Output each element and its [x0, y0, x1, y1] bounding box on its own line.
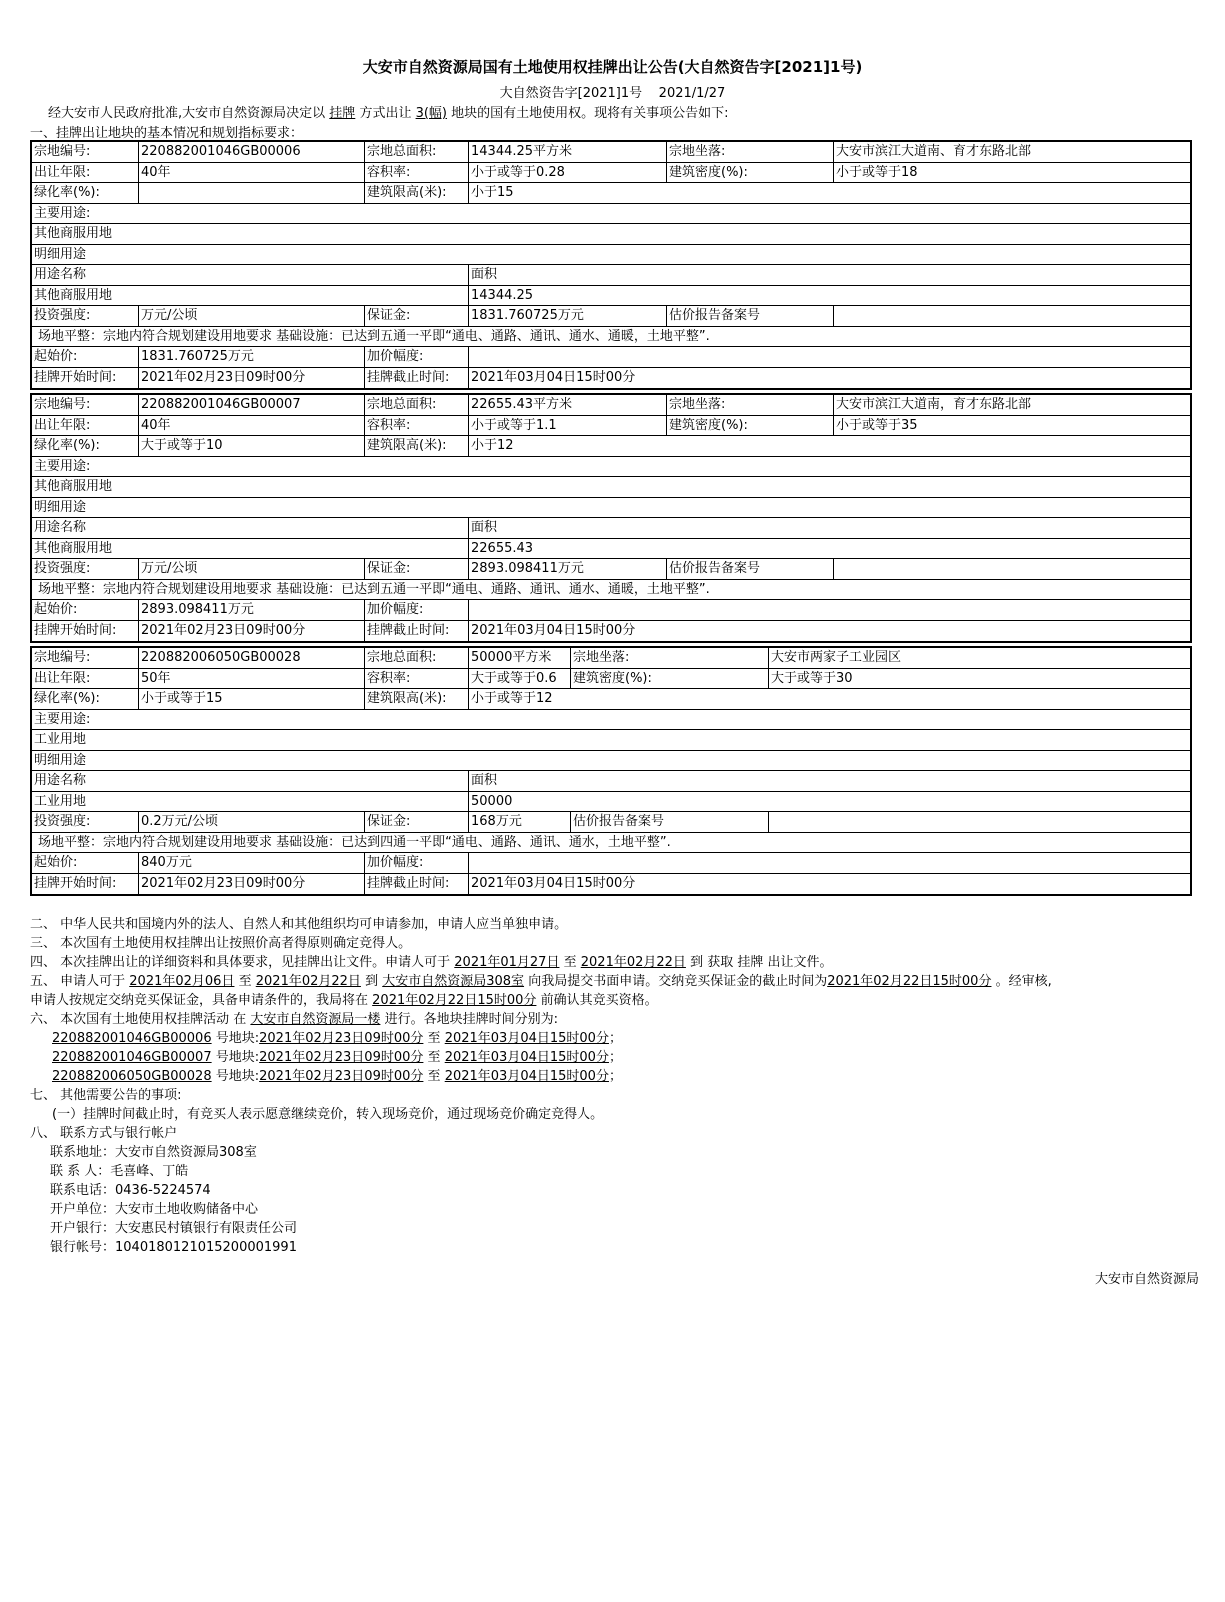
label-main-use: 主要用途: — [34, 711, 91, 727]
intro-post: 地块的国有土地使用权。现将有关事项公告如下: — [451, 106, 729, 121]
parcel-table-3 — [30, 646, 1192, 896]
s6-item — [30, 1048, 1200, 1067]
s5-date-end: 2021年02月22日 — [255, 974, 361, 989]
label-start-price: 起始价: — [34, 855, 78, 870]
s5-line2-post: 前确认其竞买资格。 — [540, 993, 658, 1008]
s6-item-code: 220882001046GB00007 — [52, 1050, 212, 1065]
value-height: 小于12 — [468, 436, 1190, 456]
s5-date-start: 2021年02月06日 — [129, 974, 235, 989]
value-height: 小于15 — [468, 183, 1190, 203]
label-main-use: 主要用途: — [34, 458, 91, 474]
label-area: 宗地总面积: — [364, 395, 468, 415]
parcel-row-time — [32, 368, 1190, 389]
s5-line2-pre: 申请人按规定交纳竞买保证金，具备申请条件的，我局将在 — [30, 993, 369, 1008]
parcel-row-code — [32, 648, 1190, 669]
account-bank: 开户银行：大安惠民村镇银行有限责任公司 — [50, 1221, 298, 1236]
signature: 大安市自然资源局 — [1094, 1272, 1199, 1287]
s6-item-to: 至 — [427, 1069, 441, 1084]
parcel-row-price — [32, 347, 1190, 368]
value-start-price: 2893.098411万元 — [138, 600, 364, 620]
label-green: 绿化率(%): — [34, 185, 100, 200]
value-area: 22655.43平方米 — [468, 395, 666, 415]
value-main-use: 其他商服用地 — [34, 226, 113, 241]
s6-item-end: 2021年03月04日15时00分 — [444, 1069, 609, 1084]
value-invest: 0.2万元/公顷 — [138, 812, 364, 832]
parcel-row-use-header — [32, 265, 1190, 286]
s4-post: 到 获取 挂牌 出让文件。 — [690, 955, 833, 970]
s6-item-code: 220882006050GB00028 — [52, 1069, 212, 1084]
value-height: 小于或等于12 — [468, 689, 1190, 709]
intro-mid: 方式出让 — [359, 106, 412, 121]
announcement-body — [30, 915, 1200, 1257]
value-site-condition: 场地平整：宗地内符合规划建设用地要求 基础设施：已达到四通一平即“通电、通路、通讯、通水，土地平整”. — [38, 834, 671, 850]
section-7: 七、 其他需要公告的事项: — [30, 1088, 182, 1103]
value-invest: 万元/公顷 — [138, 306, 364, 326]
label-far: 容积率: — [364, 669, 468, 689]
s5-to: 至 — [238, 974, 252, 989]
s5-deadline: 2021年02月22日15时00分 — [827, 974, 992, 989]
s6-item-end: 2021年03月04日15时00分 — [444, 1050, 609, 1065]
value-end-time: 2021年03月04日15时00分 — [468, 874, 1190, 895]
parcel-row-green — [32, 436, 1190, 457]
label-location: 宗地坐落: — [666, 395, 833, 415]
label-location: 宗地坐落: — [570, 648, 768, 668]
label-invest: 投资强度: — [34, 561, 91, 576]
parcel-row-code — [32, 142, 1190, 163]
parcel-table-1 — [30, 140, 1192, 390]
label-height: 建筑限高(米): — [364, 183, 468, 203]
parcel-row-price — [32, 853, 1190, 874]
parcel-row-code — [32, 395, 1190, 416]
label-location: 宗地坐落: — [666, 142, 833, 162]
label-start-price: 起始价: — [34, 349, 78, 364]
intro-count: 3(幅) — [415, 106, 448, 121]
parcel-row-invest — [32, 559, 1190, 580]
value-use-area: 50000 — [468, 792, 1190, 812]
value-use-name: 其他商服用地 — [34, 540, 113, 556]
parcel-row-detail-use — [32, 751, 1190, 772]
value-end-time: 2021年03月04日15时00分 — [468, 621, 1190, 642]
contact-person: 联 系 人：毛喜峰、丁皓 — [50, 1164, 189, 1179]
page-title: 大安市自然资源局国有土地使用权挂牌出让公告(大自然资告字[2021]1号) — [362, 58, 863, 76]
section-8: 八、 联系方式与银行帐户 — [30, 1126, 178, 1141]
value-invest: 万元/公顷 — [138, 559, 364, 579]
label-detail-use: 明细用途 — [34, 499, 87, 515]
parcel-row-detail-use — [32, 498, 1190, 519]
parcel-row-use-value — [32, 539, 1190, 560]
value-end-time: 2021年03月04日15时00分 — [468, 368, 1190, 389]
contact-address: 联系地址：大安市自然资源局308室 — [50, 1145, 257, 1160]
s5-place: 大安市自然资源局308室 — [382, 974, 525, 989]
s6-item-label: 号地块: — [215, 1031, 260, 1046]
value-far: 小于或等于1.1 — [468, 416, 666, 436]
label-area: 宗地总面积: — [364, 648, 468, 668]
intro-paragraph — [48, 102, 729, 121]
s6-item-start: 2021年02月23日09时00分 — [259, 1069, 424, 1084]
value-start-time: 2021年02月23日09时00分 — [138, 621, 364, 642]
label-use-area: 面积 — [468, 518, 1190, 538]
parcel-row-invest — [32, 306, 1190, 327]
value-start-time: 2021年02月23日09时00分 — [138, 874, 364, 895]
parcel-row-main-use-label — [32, 710, 1190, 731]
s4-date-end: 2021年02月22日 — [580, 955, 686, 970]
value-deposit: 1831.760725万元 — [468, 306, 666, 326]
label-deposit: 保证金: — [364, 812, 468, 832]
label-use-name: 用途名称 — [34, 520, 87, 535]
value-density: 小于或等于35 — [833, 416, 1190, 436]
value-density: 小于或等于18 — [833, 163, 1190, 183]
section-7-item-1: (一）挂牌时间截止时，有竞买人表示愿意继续竞价，转入现场竞价，通过现场竞价确定竞得人。 — [52, 1107, 604, 1122]
value-years: 50年 — [138, 669, 364, 689]
value-use-area: 14344.25 — [468, 286, 1190, 306]
s5-mid: 向我局提交书面申请。交纳竞买保证金的截止时间为 — [528, 974, 828, 989]
s6-pre: 六、 本次国有土地使用权挂牌活动 在 — [30, 1012, 247, 1027]
section-1-heading: 一、挂牌出让地块的基本情况和规划指标要求： — [30, 126, 304, 141]
value-code: 220882001046GB00007 — [138, 395, 364, 415]
parcel-row-use-value — [32, 286, 1190, 307]
value-years: 40年 — [138, 163, 364, 183]
s6-item-label: 号地块: — [215, 1050, 260, 1065]
label-main-use: 主要用途: — [34, 205, 91, 221]
intro-pre: 经大安市人民政府批准,大安市自然资源局决定以 — [48, 106, 326, 121]
label-code: 宗地编号: — [34, 397, 91, 412]
value-deposit: 2893.098411万元 — [468, 559, 666, 579]
label-end-time: 挂牌截止时间: — [364, 874, 468, 895]
parcel-row-years — [32, 416, 1190, 437]
parcel-row-years — [32, 669, 1190, 690]
s5-pre: 五、 申请人可于 — [30, 974, 126, 989]
s6-post: 进行。各地块挂牌时间分别为: — [384, 1012, 558, 1027]
value-site-condition: 场地平整：宗地内符合规划建设用地要求 基础设施：已达到五通一平即“通电、通路、通讯、通水、通暖，土地平整”. — [38, 328, 710, 344]
value-location: 大安市滨江大道南、育才东路北部 — [833, 142, 1190, 162]
section-3: 三、 本次国有土地使用权挂牌出让按照价高者得原则确定竞得人。 — [30, 936, 412, 951]
account-unit: 开户单位：大安市土地收购储备中心 — [50, 1202, 259, 1217]
value-code: 220882001046GB00006 — [138, 142, 364, 162]
value-density: 大于或等于30 — [768, 669, 1190, 689]
parcel-row-years — [32, 163, 1190, 184]
label-use-name: 用途名称 — [34, 773, 87, 788]
parcel-row-use-value — [32, 792, 1190, 813]
label-start-time: 挂牌开始时间: — [34, 622, 117, 638]
s6-item-end: 2021年03月04日15时00分 — [444, 1031, 609, 1046]
label-invest: 投资强度: — [34, 814, 91, 829]
label-code: 宗地编号: — [34, 144, 91, 159]
label-code: 宗地编号: — [34, 650, 91, 665]
value-use-name: 其他商服用地 — [34, 287, 113, 303]
parcel-row-main-use-label — [32, 204, 1190, 225]
s6-item-end-mark: ； — [608, 1050, 622, 1065]
s5-post: 。经审核, — [995, 974, 1052, 989]
s6-item — [30, 1029, 1200, 1048]
label-far: 容积率: — [364, 163, 468, 183]
label-deposit: 保证金: — [364, 559, 468, 579]
parcel-row-use-header — [32, 518, 1190, 539]
label-appraisal: 估价报告备案号 — [666, 306, 833, 326]
parcel-row-invest — [32, 812, 1190, 833]
section-4 — [30, 953, 1200, 972]
parcel-row-green — [32, 183, 1190, 204]
label-use-area: 面积 — [468, 265, 1190, 285]
label-green: 绿化率(%): — [34, 438, 100, 453]
label-height: 建筑限高(米): — [364, 436, 468, 456]
label-increment: 加价幅度: — [364, 347, 468, 367]
section-6 — [30, 1010, 1200, 1029]
label-far: 容积率: — [364, 416, 468, 436]
value-use-name: 工业用地 — [34, 793, 87, 809]
s6-item-start: 2021年02月23日09时00分 — [259, 1031, 424, 1046]
value-appraisal — [768, 812, 1190, 832]
value-location: 大安市两家子工业园区 — [768, 648, 1190, 668]
doc-number: 大自然资告字[2021]1号 — [499, 86, 643, 101]
value-appraisal — [833, 559, 1190, 579]
s6-item-end-mark: ； — [608, 1031, 622, 1046]
parcel-row-detail-use — [32, 245, 1190, 266]
value-increment — [468, 347, 1190, 367]
parcel-row-site — [32, 327, 1190, 348]
doc-subline — [0, 82, 1225, 101]
contact-phone: 联系电话：0436-5224574 — [50, 1183, 211, 1198]
label-years: 出让年限: — [34, 670, 91, 686]
value-deposit: 168万元 — [468, 812, 570, 832]
value-main-use: 其他商服用地 — [34, 479, 113, 494]
label-detail-use: 明细用途 — [34, 752, 87, 768]
parcel-row-main-use-label — [32, 457, 1190, 478]
label-density: 建筑密度(%): — [666, 416, 833, 436]
value-start-time: 2021年02月23日09时00分 — [138, 368, 364, 389]
parcel-row-time — [32, 621, 1190, 642]
label-use-area: 面积 — [468, 771, 1190, 791]
s6-place: 大安市自然资源局一楼 — [250, 1012, 381, 1027]
label-start-time: 挂牌开始时间: — [34, 875, 117, 891]
parcel-row-main-use — [32, 224, 1190, 245]
s6-item-label: 号地块: — [215, 1069, 260, 1084]
s5-at: 到 — [365, 974, 379, 989]
value-main-use: 工业用地 — [34, 732, 87, 747]
label-density: 建筑密度(%): — [666, 163, 833, 183]
value-start-price: 840万元 — [138, 853, 364, 873]
value-code: 220882006050GB00028 — [138, 648, 364, 668]
s4-pre: 四、 本次挂牌出让的详细资料和具体要求，见挂牌出让文件。申请人可于 — [30, 955, 451, 970]
label-green: 绿化率(%): — [34, 691, 100, 706]
value-start-price: 1831.760725万元 — [138, 347, 364, 367]
value-location: 大安市滨江大道南，育才东路北部 — [833, 395, 1190, 415]
label-years: 出让年限: — [34, 164, 91, 180]
label-appraisal: 估价报告备案号 — [570, 812, 768, 832]
value-appraisal — [833, 306, 1190, 326]
s4-date-start: 2021年01月27日 — [454, 955, 560, 970]
parcel-row-site — [32, 580, 1190, 601]
value-use-area: 22655.43 — [468, 539, 1190, 559]
parcel-row-green — [32, 689, 1190, 710]
value-green — [138, 183, 364, 203]
label-use-name: 用途名称 — [34, 267, 87, 282]
account-number: 银行帐号：104018012101520000​1991 — [50, 1240, 297, 1255]
label-detail-use: 明细用途 — [34, 246, 87, 262]
value-increment — [468, 600, 1190, 620]
intro-method: 挂牌 — [329, 106, 356, 121]
s6-item-start: 2021年02月23日09时00分 — [259, 1050, 424, 1065]
s6-item-end-mark: ； — [608, 1069, 622, 1084]
parcel-row-time — [32, 874, 1190, 895]
section-2: 二、 中华人民共和国境内外的法人、自然人和其他组织均可申请参加，申请人应当单独申请。 — [30, 917, 568, 932]
value-far: 小于或等于0.28 — [468, 163, 666, 183]
label-increment: 加价幅度: — [364, 600, 468, 620]
parcel-table-2 — [30, 393, 1192, 643]
s6-item-to: 至 — [427, 1050, 441, 1065]
s5-line2-time: 2021年02月22日15时00分 — [372, 993, 537, 1008]
label-end-time: 挂牌截止时间: — [364, 621, 468, 642]
label-start-price: 起始价: — [34, 602, 78, 617]
label-end-time: 挂牌截止时间: — [364, 368, 468, 389]
value-years: 40年 — [138, 416, 364, 436]
value-far: 大于或等于0.6 — [468, 669, 570, 689]
label-density: 建筑密度(%): — [570, 669, 768, 689]
label-appraisal: 估价报告备案号 — [666, 559, 833, 579]
s6-item — [30, 1067, 1200, 1086]
value-green: 小于或等于15 — [138, 689, 364, 709]
value-area: 14344.25平方米 — [468, 142, 666, 162]
s6-item-to: 至 — [427, 1031, 441, 1046]
value-green: 大于或等于10 — [138, 436, 364, 456]
parcel-row-site — [32, 833, 1190, 854]
label-years: 出让年限: — [34, 417, 91, 433]
s6-item-code: 220882001046GB00006 — [52, 1031, 212, 1046]
label-height: 建筑限高(米): — [364, 689, 468, 709]
parcel-row-use-header — [32, 771, 1190, 792]
value-increment — [468, 853, 1190, 873]
s4-to: 至 — [563, 955, 577, 970]
label-start-time: 挂牌开始时间: — [34, 369, 117, 385]
parcel-row-main-use — [32, 477, 1190, 498]
value-site-condition: 场地平整：宗地内符合规划建设用地要求 基础设施：已达到五通一平即“通电、通路、通讯、通水、通暖，土地平整”. — [38, 581, 710, 597]
parcel-row-price — [32, 600, 1190, 621]
label-increment: 加价幅度: — [364, 853, 468, 873]
section-5-line-2 — [30, 991, 1200, 1010]
value-area: 50000平方米 — [468, 648, 570, 668]
section-5 — [30, 972, 1200, 991]
doc-date: 2021/1/27 — [658, 86, 726, 101]
parcel-row-main-use — [32, 730, 1190, 751]
label-deposit: 保证金: — [364, 306, 468, 326]
label-area: 宗地总面积: — [364, 142, 468, 162]
label-invest: 投资强度: — [34, 308, 91, 323]
